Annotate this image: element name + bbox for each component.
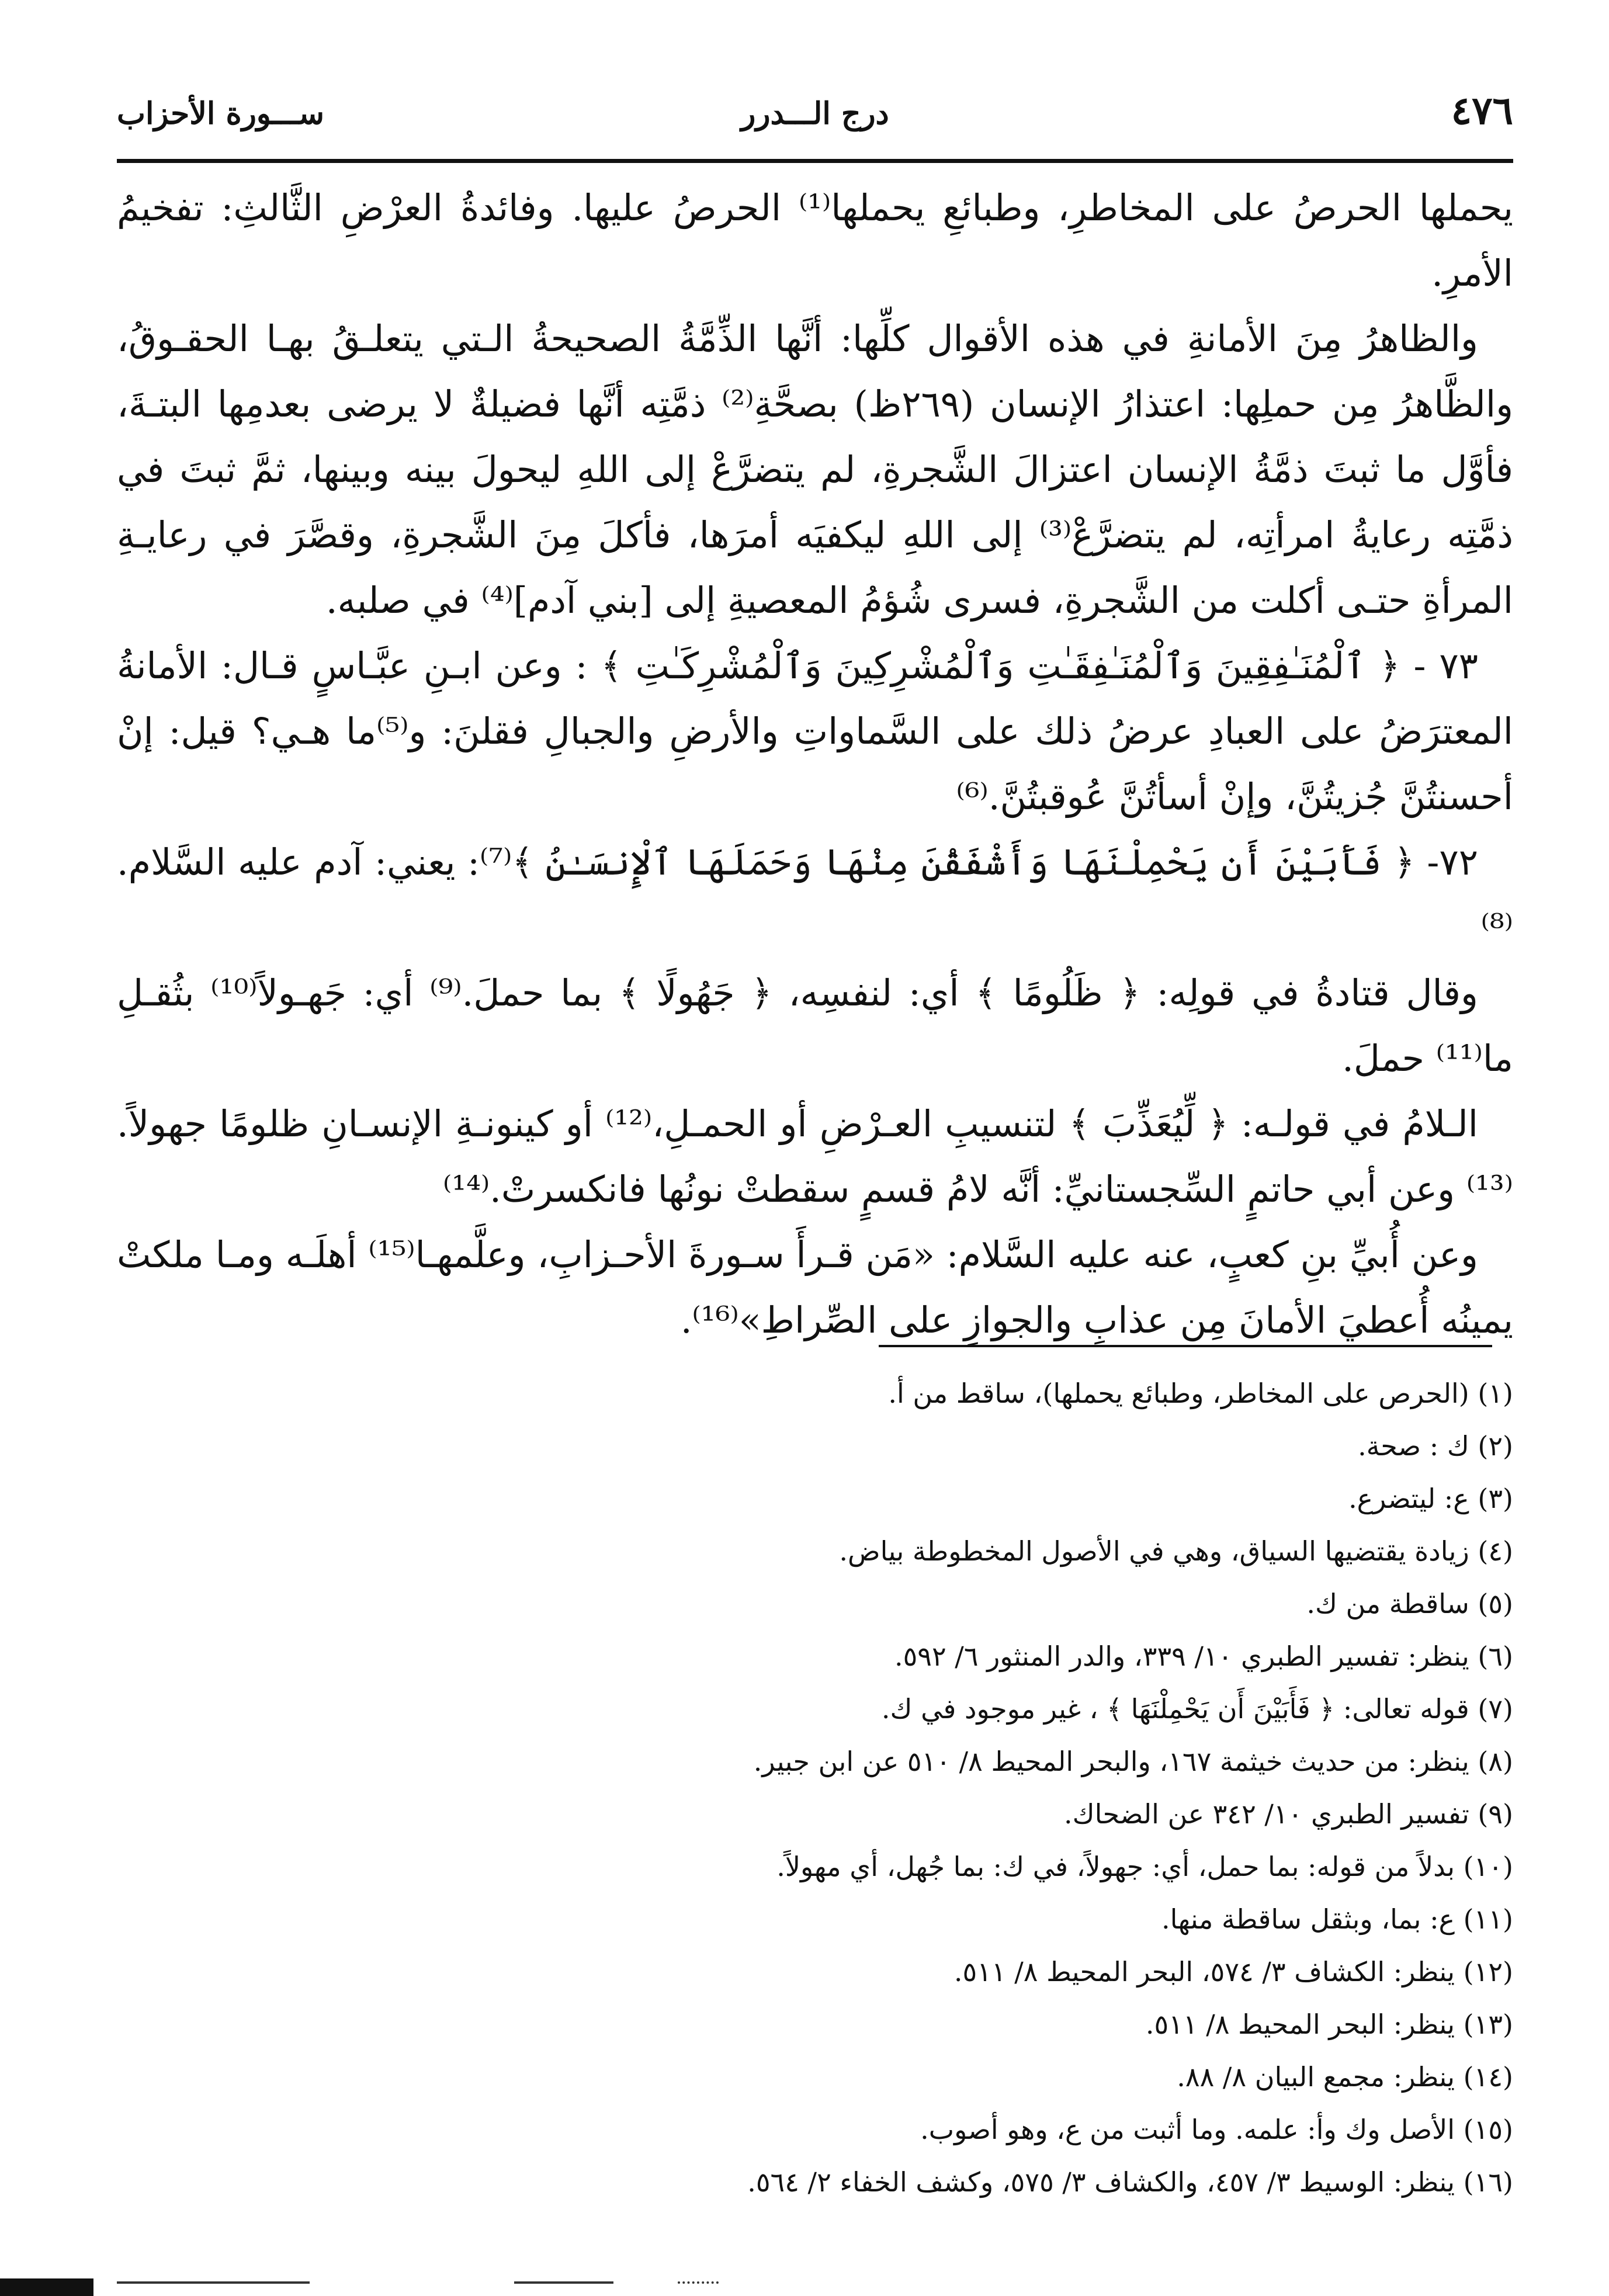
footnote: (١٢) ينظر: الكشاف ٣/ ٥٧٤، البحر المحيط ٨/ ٥١١. — [953, 1956, 1513, 1988]
footnote: (٥) ساقطة من ك. — [1306, 1588, 1513, 1619]
book-title: درج الـــدرر — [741, 96, 889, 131]
footnote: (٨) ينظر: من حديث خيثمة ١٦٧، والبحر المحيط ٨/ ٥١٠ عن ابن جبير. — [753, 1746, 1513, 1777]
footnote: (١١) ع: بما، وبثقل ساقطة منها. — [1161, 1903, 1513, 1935]
footnotes — [117, 1367, 1513, 2208]
footnote: (٤) زيادة يقتضيها السياق، وهي في الأصول المخطوطة بياض. — [839, 1535, 1513, 1567]
body-paragraph: وقال قتادةُ في قولِه: ﴿ ظَلُومًا ﴾ أي: لنفسِه، ﴿ جَهُولًا ﴾ بما حملَ.⁽⁹⁾ أي: جَهـولاً⁽¹⁰⁾ بثُقـلِ ما⁽¹¹⁾ حملَ. — [117, 972, 1513, 1080]
scan-edge-line — [678, 2281, 719, 2284]
footnote-separator — [879, 1345, 1492, 1347]
footnote: (١٥) الأصل وك وأ: علمه. وما أثبت من ع، وهو أصوب. — [920, 2114, 1513, 2145]
footnote: (٩) تفسير الطبري ١٠/ ٣٤٢ عن الضحاك. — [1064, 1798, 1513, 1830]
body-paragraph: وعن أُبيِّ بنِ كعبٍ، عنه عليه السَّلام: «مَن قـرأَ سـورةَ الأحـزابِ، وعلَّمهـا⁽¹⁵⁾ أهلَـه ومـا ملكتْ يمينُه أُعطيَ الأمانَ مِن عذابِ والجوازِ على الصِّراطِ»⁽¹⁶⁾. — [117, 1233, 1513, 1341]
scan-edge-mark — [0, 2278, 93, 2296]
footnote: (٣) ع: ليتضرع. — [1348, 1483, 1513, 1514]
body-paragraph: الـلامُ في قولـه: ﴿ لِّيُعَذِّبَ ﴾ لتنسيبِ العـرْضِ أو الحمـلِ،⁽¹²⁾ أو كينونـةِ الإنسـانِ ظلومًا جهولاً.⁽¹³⁾ وعن أبي حاتمٍ السِّجستانيِّ: أنَّه لامُ قسمٍ سقطتْ نونُها فانكسرتْ.⁽¹⁴⁾ — [117, 1102, 1513, 1211]
page-number: ٤٧٦ — [1451, 88, 1513, 133]
footnote: (١) (الحرص على المخاطر، وطبائع يحملها)، ساقط من أ. — [888, 1378, 1513, 1409]
footnote: (١٠) بدلاً من قوله: بما حمل، أي: جهولاً، في ك: بما جُهل، أي مهولاً. — [776, 1851, 1513, 1882]
body-paragraph: يحملها الحرصُ على المخاطرِ، وطبائعِ يحملها⁽¹⁾ الحرصُ عليها. وفائدةُ العرْضِ الثَّالثِ: تفخيمُ الأمرِ. — [117, 186, 1514, 294]
body-paragraph: ٧٢- ﴿ فَأَبَيْنَ أَن يَحْمِلْنَهَا وَأَشْفَقْنَ مِنْهَا وَحَمَلَهَا ٱلْإِنسَـٰنُ ﴾⁽⁷⁾: يعني: آدم عليه السَّلام.⁽⁸⁾ — [117, 841, 1513, 949]
header-rule — [117, 159, 1513, 163]
running-header — [117, 88, 1513, 152]
sura-title: ســـورة الأحزاب — [117, 96, 324, 131]
footnote: (٧) قوله تعالى: ﴿ فَأَبَيْنَ أَن يَحْمِلْنَهَا ﴾ ، غير موجود في ك. — [881, 1693, 1513, 1725]
body-paragraph: والظاهرُ مِنَ الأمانةِ في هذه الأقوال كلِّها: أنَّها الذِّمَّةُ الصحيحةُ الـتي يتعلـقُ بهـا الحقـوقُ، والظَّاهرُ مِن حملِها: اعتذارُ الإنسان (٢٦٩ظ) بصحَّةِ⁽²⁾ ذمَّتِه أنَّها فضيلةٌ لا يرضى بعدمِها البتـةَ، فأوَّل ما ثبتَ ذمَّةُ الإنسان اعتزالَ الشَّجرةِ، لم يتضرَّعْ إلى اللهِ ليحولَ بينه وبينها، ثمَّ ثبتَ في ذمَّتِه رعايةُ امرأتِه، لم يتضرَّعْ⁽³⁾ إلى اللهِ ليكفيَه أمرَها، فأكلَ مِنَ الشَّجرةِ، وقصَّرَ في رعايـةِ المرأةِ حتـى أكلت من الشَّجرةِ، فسرى شُؤمُ المعصيةِ إلى [بني آدم]⁽⁴⁾ في صلبه. — [117, 317, 1514, 622]
footnote: (١٣) ينظر: البحر المحيط ٨/ ٥١١. — [1145, 2009, 1513, 2040]
footnote: (٦) ينظر: تفسير الطبري ١٠/ ٣٣٩، والدر المنثور ٦/ ٥٩٢. — [894, 1641, 1513, 1672]
footnote: (٢) ك : صحة. — [1358, 1430, 1513, 1462]
main-text — [117, 175, 1513, 1353]
body-paragraph: ٧٣ - ﴿ ٱلْمُنَـٰفِقِينَ وَٱلْمُنَـٰفِقَـٰتِ وَٱلْمُشْرِكِينَ وَٱلْمُشْرِكَـٰتِ ﴾ : وعن ابـنِ عبَّـاسٍ قـال: الأمانةُ المعترَضُ على العبادِ عرضُ ذلك على السَّماواتِ والأرضِ والجبالِ فقلنَ: و⁽⁵⁾ما هـي؟ قيل: إنْ أحسنتُنَّ جُزيتُنَّ، وإنْ أسأتُنَّ عُوقبتُنَّ.⁽⁶⁾ — [117, 644, 1513, 818]
footnote: (١٤) ينظر: مجمع البيان ٨/ ٨٨. — [1177, 2061, 1513, 2093]
footnote: (١٦) ينظر: الوسيط ٣/ ٤٥٧، والكشاف ٣/ ٥٧٥، وكشف الخفاء ٢/ ٥٦٤. — [747, 2166, 1513, 2198]
scan-edge-line — [117, 2281, 310, 2284]
scan-edge-line — [514, 2281, 613, 2284]
